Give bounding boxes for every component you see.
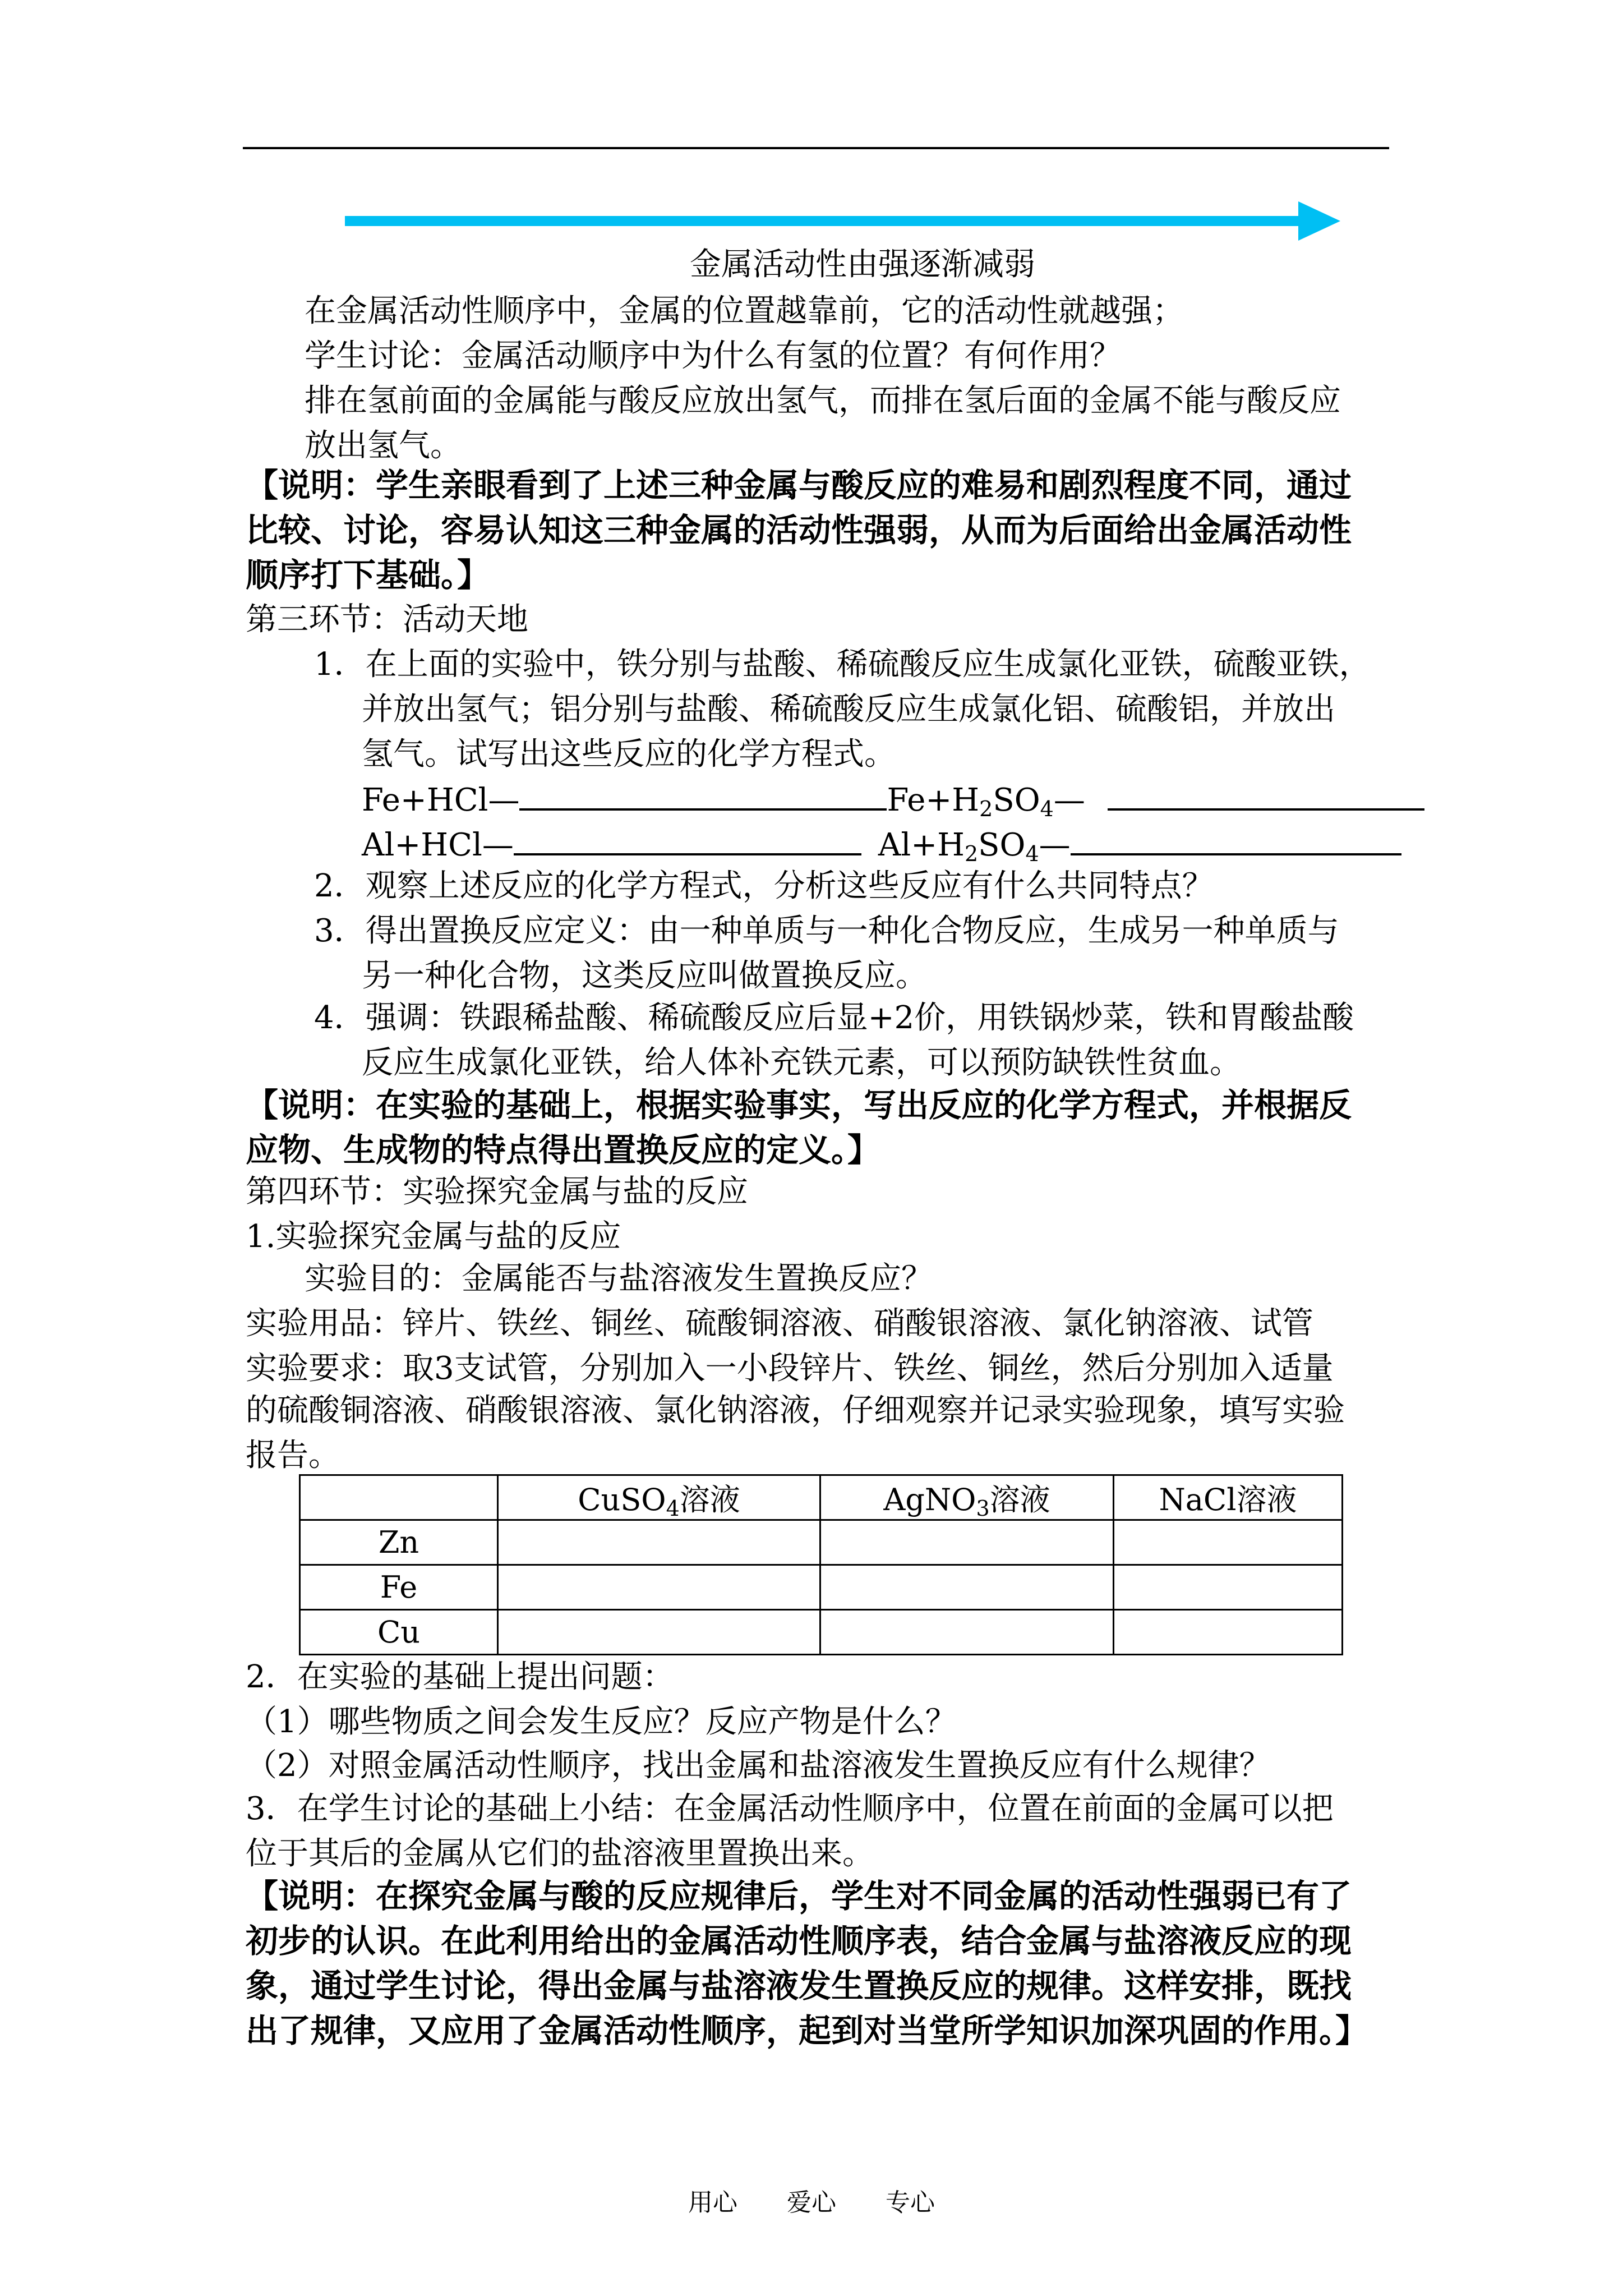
- page-footer: 用心 爱心 专心: [688, 2188, 935, 2217]
- text-line: 在金属活动性顺序中，金属的位置越靠前，它的活动性就越强；: [305, 293, 1184, 329]
- list-item: 2．观察上述反应的化学方程式，分析这些反应有什么共同特点？: [314, 868, 1214, 904]
- answer-blank: [1071, 822, 1401, 855]
- note-line: 【说明：学生亲眼看到了上述三种金属与酸反应的难易和剧烈程度不同，通过: [246, 466, 1352, 504]
- note-line: 象，通过学生讨论，得出金属与盐溶液发生置换反应的规律。这样安排，既找: [246, 1967, 1352, 2005]
- activity-arrow: [345, 199, 1340, 242]
- table-row: [300, 1520, 1343, 1565]
- text-line: 排在氢前面的金属能与酸反应放出氢气，而排在氢后面的金属不能与酸反应: [305, 383, 1341, 419]
- note-line: 【说明：在探究金属与酸的反应规律后，学生对不同金属的活动性强弱已有了: [246, 1877, 1352, 1915]
- list-item: 4．强调：铁跟稀盐酸、稀硫酸反应后显+2价，用铁锅炒菜，铁和胃酸盐酸: [314, 1000, 1354, 1036]
- note-line: 顺序打下基础。】: [246, 556, 490, 594]
- note-line: 【说明：在实验的基础上，根据实验事实，写出反应的化学方程式，并根据反: [246, 1086, 1352, 1124]
- row-label-cu: Cu: [300, 1610, 498, 1655]
- note-line: 比较、讨论，容易认知这三种金属的活动性强弱，从而为后面给出金属活动性: [246, 511, 1352, 549]
- answer-blank: [1108, 777, 1424, 811]
- text-line: 实验目的：金属能否与盐溶液发生置换反应？: [305, 1260, 933, 1297]
- list-item-cont: 另一种化合物，这类反应叫做置换反应。: [362, 958, 927, 994]
- section-heading: 第四环节：实验探究金属与盐的反应: [246, 1174, 748, 1210]
- text-line: 位于其后的金属从它们的盐溶液里置换出来。: [246, 1835, 874, 1872]
- table-corner-cell: [300, 1475, 498, 1520]
- arrow-head: [1298, 201, 1340, 241]
- equation-line: [362, 777, 1424, 823]
- list-item-cont: 并放出氢气；铝分别与盐酸、稀硫酸反应生成氯化铝、硫酸铝，并放出: [362, 691, 1335, 728]
- table-cell[interactable]: [820, 1565, 1114, 1610]
- answer-blank: [519, 777, 887, 811]
- table-row: [300, 1565, 1343, 1610]
- table-cell[interactable]: [1114, 1520, 1343, 1565]
- table-cell[interactable]: [1114, 1610, 1343, 1655]
- table-header-cuso4: CuSO$_4$溶液: [498, 1475, 820, 1520]
- list-item: 3．得出置换反应定义：由一种单质与一种化合物反应，生成另一种单质与: [314, 913, 1339, 949]
- equation-fe-hcl: Fe+HCl—: [362, 782, 520, 818]
- arrow-caption: 金属活动性由强逐渐减弱: [690, 246, 1035, 283]
- equation-line: [362, 822, 1401, 868]
- table-header-row: [300, 1475, 1343, 1520]
- answer-blank: [514, 822, 861, 855]
- section-heading: 第三环节：活动天地: [246, 601, 528, 638]
- text-line: 放出氢气。: [305, 427, 462, 464]
- header-rule: [243, 147, 1389, 149]
- table-cell[interactable]: [820, 1610, 1114, 1655]
- list-item: 1．在上面的实验中，铁分别与盐酸、稀硫酸反应生成氯化亚铁，硫酸亚铁，: [314, 646, 1371, 683]
- table-cell[interactable]: [498, 1520, 820, 1565]
- note-line: 出了规律，又应用了金属活动性顺序，起到对当堂所学知识加深巩固的作用。】: [246, 2012, 1368, 2050]
- note-line: 应物、生成物的特点得出置换反应的定义。】: [246, 1131, 880, 1169]
- text-line: 的硫酸铜溶液、硝酸银溶液、氯化钠溶液，仔细观察并记录实验现象，填写实验: [246, 1392, 1345, 1429]
- equation-fe-h2so4: $Fe+H_2SO_4—$: [887, 782, 1085, 821]
- table-cell[interactable]: [498, 1565, 820, 1610]
- row-label-fe: Fe: [300, 1565, 498, 1610]
- text-line: 1.实验探究金属与盐的反应: [246, 1218, 621, 1255]
- row-label-zn: Zn: [300, 1520, 498, 1565]
- text-line: 3．在学生讨论的基础上小结：在金属活动性顺序中，位置在前面的金属可以把: [246, 1791, 1334, 1827]
- table-cell[interactable]: [820, 1520, 1114, 1565]
- table-header-agno3: AgNO$_3$溶液: [820, 1475, 1114, 1520]
- list-item-cont: 反应生成氯化亚铁，给人体补充铁元素，可以预防缺铁性贫血。: [362, 1045, 1241, 1081]
- text-line: 2．在实验的基础上提出问题：: [246, 1659, 674, 1695]
- note-line: 初步的认识。在此利用给出的金属活动性顺序表，结合金属与盐溶液反应的现: [246, 1922, 1352, 1960]
- arrow-shaft: [345, 216, 1304, 226]
- text-line: （1）哪些物质之间会发生反应？反应产物是什么？: [246, 1704, 957, 1740]
- equation-al-hcl: Al+HCl—: [362, 827, 514, 863]
- text-line: 实验用品：锌片、铁丝、铜丝、硫酸铜溶液、硝酸银溶液、氯化钠溶液、试管: [246, 1305, 1313, 1342]
- list-item-cont: 氢气。试写出这些反应的化学方程式。: [362, 736, 896, 772]
- table-cell[interactable]: [1114, 1565, 1343, 1610]
- text-line: 报告。: [246, 1437, 340, 1474]
- equation-al-h2so4: $Al+H_2SO_4—$: [878, 827, 1071, 866]
- table-cell[interactable]: [498, 1610, 820, 1655]
- text-line: （2）对照金属活动性顺序，找出金属和盐溶液发生置换反应有什么规律？: [246, 1747, 1271, 1784]
- table-row: [300, 1610, 1343, 1655]
- experiment-report-table: [299, 1474, 1343, 1655]
- table-header-nacl: NaCl溶液: [1114, 1475, 1343, 1520]
- text-line: 学生讨论：金属活动顺序中为什么有氢的位置？有何作用？: [305, 338, 1121, 374]
- text-line: 实验要求：取3支试管，分别加入一小段锌片、铁丝、铜丝，然后分别加入适量: [246, 1350, 1334, 1387]
